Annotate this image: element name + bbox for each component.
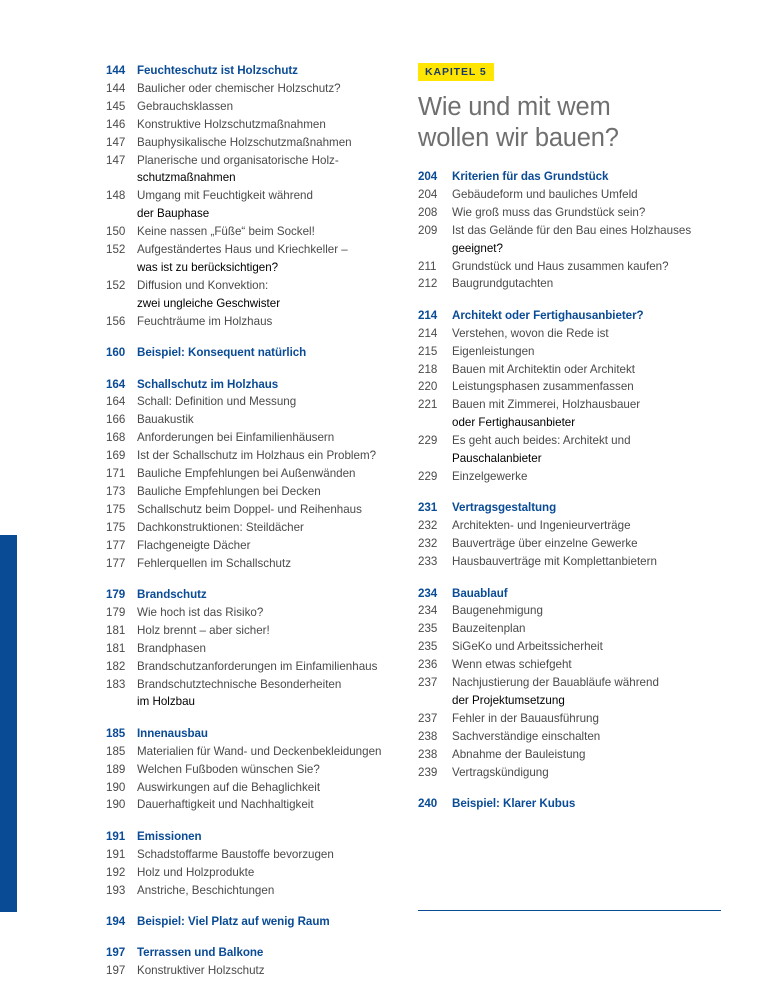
- toc-page-number: 156: [106, 314, 126, 328]
- toc-entry-label: oder Fertighausanbieter: [452, 416, 576, 430]
- toc-page-number: 175: [106, 502, 126, 516]
- toc-item-entry[interactable]: [106, 277, 396, 294]
- toc-entry-label: Nachjustierung der Bauabläufe während: [452, 676, 659, 690]
- toc-page-number: 179: [106, 587, 126, 601]
- toc-entry-label: Planerische und organisatorische Holz-: [137, 153, 339, 167]
- toc-item-entry[interactable]: [418, 432, 723, 449]
- toc-item-entry[interactable]: [418, 656, 723, 673]
- toc-entry-label: Vertragskündigung: [452, 765, 549, 779]
- toc-example-entry[interactable]: [106, 913, 396, 930]
- toc-page-number: 197: [106, 946, 126, 960]
- toc-example-entry[interactable]: [106, 344, 396, 361]
- toc-entry-label: Diffusion und Konvektion:: [137, 278, 269, 292]
- toc-page-number: 204: [418, 170, 438, 183]
- toc-group: [418, 585, 723, 781]
- toc-entry-label: Konstruktiver Holzschutz: [137, 964, 265, 978]
- toc-entry-label: Kriterien für das Grundstück: [452, 170, 609, 183]
- toc-page-number: 150: [106, 225, 126, 239]
- toc-item-entry[interactable]: [106, 864, 396, 881]
- toc-page-number: 229: [418, 434, 438, 448]
- toc-item-entry[interactable]: [418, 728, 723, 745]
- toc-entry-continuation: [418, 414, 723, 431]
- toc-item-entry[interactable]: [106, 519, 396, 536]
- toc-entry-label: Fehler in der Bauausführung: [452, 711, 599, 725]
- toc-entry-label: Brandschutztechnische Besonderheiten: [137, 677, 342, 691]
- toc-entry-label: Vertragsgestaltung: [452, 501, 557, 515]
- toc-group: [106, 725, 396, 814]
- toc-section-entry[interactable]: [418, 499, 723, 516]
- toc-item-entry[interactable]: [106, 313, 396, 330]
- toc-entry-label: Schall: Definition und Messung: [137, 395, 297, 409]
- toc-entry-label: was ist zu berücksichtigen?: [137, 260, 279, 274]
- toc-item-entry[interactable]: [418, 674, 723, 691]
- toc-page-number: 204: [418, 187, 438, 201]
- toc-right-entries: [418, 168, 723, 812]
- toc-entry-label: Aufgeständertes Haus und Kriechkeller –: [137, 243, 348, 257]
- toc-entry-label: Bauablauf: [452, 586, 508, 600]
- toc-page-number: 197: [106, 964, 126, 978]
- toc-item-entry[interactable]: [106, 152, 396, 169]
- toc-page-number: 221: [418, 398, 438, 412]
- toc-entry-label: zwei ungleiche Geschwister: [137, 296, 281, 310]
- toc-entry-label: Architekten- und Ingenieurverträge: [452, 519, 631, 533]
- toc-entry-label: Feuchteschutz ist Holzschutz: [137, 64, 298, 77]
- toc-entry-continuation: [106, 259, 396, 276]
- toc-section-entry[interactable]: [106, 725, 396, 742]
- toc-page-number: 234: [418, 604, 438, 618]
- toc-page-number: 177: [106, 556, 126, 570]
- toc-page-number: 183: [106, 677, 126, 691]
- toc-page-number: 232: [418, 519, 438, 533]
- toc-group: [418, 795, 723, 812]
- chapter-title-line-2: wollen wir bauen?: [418, 124, 619, 152]
- toc-section-entry[interactable]: [418, 585, 723, 602]
- toc-section-entry[interactable]: [106, 944, 396, 961]
- toc-section-entry[interactable]: [418, 168, 723, 185]
- toc-entry-label: Grundstück und Haus zusammen kaufen?: [452, 259, 669, 273]
- toc-item-entry[interactable]: [106, 80, 396, 97]
- toc-item-entry[interactable]: [418, 468, 723, 485]
- toc-item-entry[interactable]: [106, 604, 396, 621]
- toc-item-entry[interactable]: [418, 553, 723, 570]
- toc-section-entry[interactable]: [106, 376, 396, 393]
- toc-group: [106, 828, 396, 899]
- toc-item-entry[interactable]: [106, 658, 396, 675]
- toc-entry-label: Anforderungen bei Einfamilienhäusern: [137, 431, 335, 445]
- toc-item-entry[interactable]: [106, 447, 396, 464]
- toc-page-number: 194: [106, 914, 126, 928]
- toc-page-number: 169: [106, 449, 126, 463]
- toc-group: [106, 376, 396, 572]
- toc-entry-continuation: [106, 295, 396, 312]
- toc-page-number: 232: [418, 537, 438, 551]
- toc-item-entry[interactable]: [106, 98, 396, 115]
- toc-page-number: 212: [418, 277, 438, 291]
- toc-item-entry[interactable]: [106, 796, 396, 813]
- toc-page-number: 164: [106, 395, 126, 409]
- toc-example-entry[interactable]: [418, 795, 723, 812]
- toc-entry-label: Baulicher oder chemischer Holzschutz?: [137, 81, 341, 95]
- toc-page-number: 208: [418, 205, 438, 219]
- toc-item-entry[interactable]: [106, 882, 396, 899]
- toc-page-number: 238: [418, 729, 438, 743]
- toc-entry-label: Bauzeitenplan: [452, 622, 526, 636]
- toc-entry-label: geeignet?: [452, 241, 503, 255]
- toc-entry-label: Bauphysikalische Holzschutzmaßnahmen: [137, 135, 352, 149]
- toc-item-entry[interactable]: [106, 779, 396, 796]
- toc-entry-label: Es geht auch beides: Architekt und: [452, 434, 631, 448]
- toc-item-entry[interactable]: [418, 746, 723, 763]
- toc-entry-continuation: [106, 693, 396, 710]
- toc-page-number: 182: [106, 659, 126, 673]
- toc-entry-label: Schadstoffarme Baustoffe bevorzugen: [137, 847, 334, 861]
- toc-page-number: 181: [106, 641, 126, 655]
- toc-entry-label: Fehlerquellen im Schallschutz: [137, 556, 292, 570]
- toc-entry-label: Ist das Gelände für den Bau eines Holzhauses: [452, 223, 692, 237]
- toc-item-entry[interactable]: [106, 393, 396, 410]
- toc-item-entry[interactable]: [418, 222, 723, 239]
- toc-item-entry[interactable]: [106, 501, 396, 518]
- toc-entry-label: Bauliche Empfehlungen bei Decken: [137, 484, 321, 498]
- toc-entry-label: Beispiel: Viel Platz auf wenig Raum: [137, 914, 330, 928]
- toc-page-number: 144: [106, 64, 126, 77]
- toc-item-entry[interactable]: [106, 116, 396, 133]
- toc-item-entry[interactable]: [106, 537, 396, 554]
- toc-entry-label: Einzelgewerke: [452, 470, 528, 483]
- toc-item-entry[interactable]: [106, 846, 396, 863]
- toc-entry-label: Architekt oder Fertighausanbieter?: [452, 308, 644, 322]
- toc-entry-label: Materialien für Wand- und Deckenbekleidungen: [137, 744, 382, 758]
- toc-item-entry[interactable]: [418, 275, 723, 292]
- toc-page-number: 191: [106, 829, 126, 843]
- toc-page-number: 168: [106, 431, 126, 445]
- toc-entry-label: Bauverträge über einzelne Gewerke: [452, 537, 638, 551]
- toc-group: [106, 344, 396, 361]
- toc-left-column: [106, 62, 396, 980]
- toc-page-number: 181: [106, 623, 126, 637]
- toc-page-number: 147: [106, 135, 126, 149]
- toc-page-number: 164: [106, 377, 126, 391]
- toc-entry-label: Holz und Holzprodukte: [137, 865, 255, 879]
- toc-page-number: 175: [106, 520, 126, 534]
- toc-page-number: 231: [418, 501, 438, 515]
- toc-entry-label: Schallschutz beim Doppel- und Reihenhaus: [137, 502, 362, 516]
- toc-entry-label: im Holzbau: [137, 695, 195, 709]
- toc-page-number: 192: [106, 865, 126, 879]
- toc-section-entry[interactable]: [106, 62, 396, 79]
- toc-entry-label: Gebrauchsklassen: [137, 99, 234, 113]
- toc-entry-label: Beispiel: Konsequent natürlich: [137, 346, 307, 360]
- toc-page-number: 193: [106, 883, 126, 897]
- toc-entry-label: Bauen mit Architektin oder Architekt: [452, 362, 636, 376]
- toc-entry-label: Abnahme der Bauleistung: [452, 747, 586, 761]
- toc-item-entry[interactable]: [418, 186, 723, 203]
- toc-group: [106, 913, 396, 930]
- toc-group: [106, 944, 396, 979]
- toc-page-number: 236: [418, 658, 438, 672]
- toc-item-entry[interactable]: [106, 676, 396, 693]
- toc-entry-label: Leistungsphasen zusammenfassen: [452, 380, 634, 394]
- toc-page-number: 146: [106, 117, 126, 131]
- toc-item-entry[interactable]: [418, 638, 723, 655]
- toc-section-entry[interactable]: [106, 828, 396, 845]
- toc-entry-label: Terrassen und Balkone: [137, 946, 264, 960]
- toc-entry-label: Flachgeneigte Dächer: [137, 538, 251, 552]
- toc-item-entry[interactable]: [418, 710, 723, 727]
- toc-page-number: 214: [418, 308, 438, 322]
- chapter-badge: KAPITEL 5: [418, 63, 494, 81]
- toc-page-number: 209: [418, 223, 438, 237]
- toc-item-entry[interactable]: [106, 962, 396, 979]
- toc-item-entry[interactable]: [106, 411, 396, 428]
- chapter-title: [418, 92, 723, 154]
- toc-entry-label: der Bauphase: [137, 207, 210, 221]
- toc-item-entry[interactable]: [106, 743, 396, 760]
- toc-entry-label: Verstehen, wovon die Rede ist: [452, 326, 609, 340]
- toc-page-number: 173: [106, 484, 126, 498]
- toc-item-entry[interactable]: [106, 483, 396, 500]
- toc-entry-label: Dachkonstruktionen: Steildächer: [137, 520, 304, 534]
- toc-page-number: 185: [106, 744, 126, 758]
- toc-item-entry[interactable]: [418, 378, 723, 395]
- toc-item-entry[interactable]: [418, 396, 723, 413]
- toc-item-entry[interactable]: [106, 761, 396, 778]
- toc-page-number: 152: [106, 243, 126, 257]
- toc-page-number: 160: [106, 346, 126, 360]
- toc-entry-label: Auswirkungen auf die Behaglichkeit: [137, 780, 321, 794]
- toc-item-entry[interactable]: [106, 223, 396, 240]
- toc-entry-label: Baugrundgutachten: [452, 277, 554, 291]
- toc-entry-continuation: [106, 169, 396, 186]
- toc-entry-label: Emissionen: [137, 829, 202, 843]
- toc-page-number: 229: [418, 470, 438, 483]
- toc-right-column: [418, 62, 723, 813]
- toc-entry-label: Umgang mit Feuchtigkeit während: [137, 189, 313, 203]
- toc-entry-label: schutzmaßnahmen: [137, 171, 236, 185]
- toc-item-entry[interactable]: [106, 465, 396, 482]
- toc-item-entry[interactable]: [418, 258, 723, 275]
- toc-page-number: 215: [418, 344, 438, 358]
- toc-page-number: 218: [418, 362, 438, 376]
- toc-item-entry[interactable]: [418, 343, 723, 360]
- toc-entry-continuation: [106, 205, 396, 222]
- toc-entry-label: Anstriche, Beschichtungen: [137, 883, 275, 897]
- toc-item-entry[interactable]: [106, 622, 396, 639]
- toc-page-number: 211: [418, 259, 437, 273]
- toc-group: [106, 62, 396, 330]
- toc-entry-label: Holz brennt – aber sicher!: [137, 623, 270, 637]
- toc-page-number: 147: [106, 153, 126, 167]
- toc-page-number: 145: [106, 99, 126, 113]
- toc-entry-label: Innenausbau: [137, 726, 208, 740]
- toc-page-number: 239: [418, 765, 438, 779]
- toc-entry-label: Feuchträume im Holzhaus: [137, 314, 273, 328]
- toc-item-entry[interactable]: [106, 134, 396, 151]
- toc-page-number: 240: [418, 797, 438, 810]
- toc-item-entry[interactable]: [418, 764, 723, 781]
- toc-group: [106, 586, 396, 711]
- toc-item-entry[interactable]: [106, 187, 396, 204]
- toc-page-number: 190: [106, 780, 126, 794]
- toc-entry-label: Welchen Fußboden wünschen Sie?: [137, 762, 320, 776]
- toc-page-number: 148: [106, 189, 126, 203]
- toc-group: [418, 307, 723, 486]
- toc-page-number: 234: [418, 586, 438, 600]
- toc-page-number: 220: [418, 380, 438, 394]
- toc-entry-label: Pauschalanbieter: [452, 452, 542, 466]
- toc-page-number: 152: [106, 278, 126, 292]
- toc-entry-label: Hausbauverträge mit Komplettanbietern: [452, 555, 657, 569]
- toc-entry-label: der Projektumsetzung: [452, 693, 565, 707]
- toc-page-number: 189: [106, 762, 126, 776]
- toc-item-entry[interactable]: [106, 555, 396, 572]
- toc-section-entry[interactable]: [106, 586, 396, 603]
- toc-entry-label: Sachverständige einschalten: [452, 729, 601, 743]
- toc-entry-label: Bauakustik: [137, 413, 194, 427]
- toc-item-entry[interactable]: [418, 517, 723, 534]
- toc-entry-label: Wenn etwas schiefgeht: [452, 658, 572, 672]
- toc-page-number: 237: [418, 676, 438, 690]
- toc-entry-label: Brandschutz: [137, 587, 207, 601]
- toc-page-number: 177: [106, 538, 126, 552]
- toc-page-number: 191: [106, 847, 126, 861]
- toc-page-number: 166: [106, 413, 126, 427]
- toc-page-number: 235: [418, 640, 438, 654]
- toc-item-entry[interactable]: [418, 204, 723, 221]
- toc-entry-label: Ist der Schallschutz im Holzhaus ein Problem?: [137, 449, 377, 463]
- toc-page-number: 179: [106, 605, 126, 619]
- toc-entry-label: Keine nassen „Füße“ beim Sockel!: [137, 225, 315, 239]
- toc-entry-label: Dauerhaftigkeit und Nachhaltigkeit: [137, 798, 314, 812]
- toc-page-number: 144: [106, 81, 126, 95]
- toc-page-number: 235: [418, 622, 438, 636]
- bottom-rule: [418, 910, 721, 911]
- toc-entry-label: Konstruktive Holzschutzmaßnahmen: [137, 117, 326, 131]
- toc-item-entry[interactable]: [106, 640, 396, 657]
- toc-entry-label: Wie hoch ist das Risiko?: [137, 605, 264, 619]
- chapter-header: [418, 62, 723, 154]
- toc-entry-label: Beispiel: Klarer Kubus: [452, 797, 576, 810]
- toc-entry-label: Brandschutzanforderungen im Einfamilienhaus: [137, 659, 378, 673]
- toc-group: [418, 168, 723, 293]
- toc-page-number: 214: [418, 326, 438, 340]
- toc-item-entry[interactable]: [418, 361, 723, 378]
- toc-item-entry[interactable]: [418, 535, 723, 552]
- toc-entry-label: Baugenehmigung: [452, 604, 543, 618]
- toc-page-number: 238: [418, 747, 438, 761]
- toc-entry-label: Brandphasen: [137, 641, 206, 655]
- toc-page-number: 190: [106, 798, 126, 812]
- toc-entry-continuation: [418, 240, 723, 257]
- toc-entry-label: Bauliche Empfehlungen bei Außenwänden: [137, 467, 356, 481]
- toc-page-number: 233: [418, 555, 438, 569]
- toc-page-number: 171: [106, 467, 126, 481]
- toc-entry-continuation: [418, 450, 723, 467]
- toc-page-number: 237: [418, 711, 438, 725]
- chapter-title-line-1: Wie und mit wem: [418, 93, 611, 121]
- toc-item-entry[interactable]: [106, 241, 396, 258]
- toc-item-entry[interactable]: [418, 325, 723, 342]
- toc-item-entry[interactable]: [106, 429, 396, 446]
- toc-entry-label: Bauen mit Zimmerei, Holzhausbauer: [452, 398, 641, 412]
- toc-section-entry[interactable]: [418, 307, 723, 324]
- toc-item-entry[interactable]: [418, 602, 723, 619]
- toc-page-number: 185: [106, 726, 126, 740]
- toc-group: [418, 499, 723, 570]
- toc-entry-continuation: [418, 692, 723, 709]
- toc-item-entry[interactable]: [418, 620, 723, 637]
- toc-entry-label: Wie groß muss das Grundstück sein?: [452, 205, 646, 219]
- toc-entry-label: Eigenleistungen: [452, 344, 535, 358]
- toc-entry-label: Gebäudeform und bauliches Umfeld: [452, 187, 638, 201]
- toc-entry-label: Schallschutz im Holzhaus: [137, 377, 279, 391]
- toc-entry-label: SiGeKo und Arbeitssicherheit: [452, 640, 603, 654]
